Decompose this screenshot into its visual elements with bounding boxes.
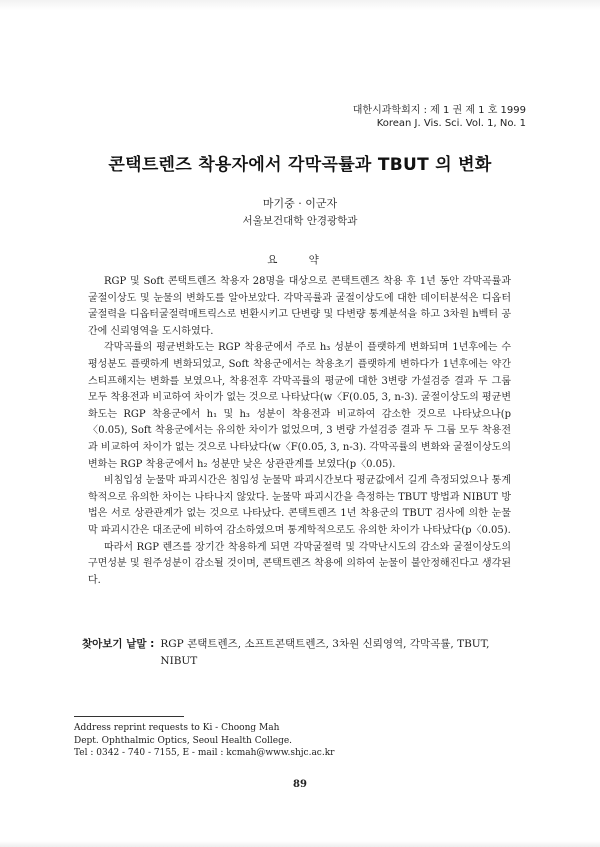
abstract-body xyxy=(88,274,511,589)
abstract-heading: 요 약 xyxy=(267,254,333,266)
journal-header xyxy=(353,104,526,130)
paper-authors: 마기중 · 이군자 xyxy=(262,197,338,210)
footnote-divider xyxy=(74,716,184,717)
keywords-list: RGP 콘택트렌즈, 소프트콘택트렌즈, 3차원 신뢰영역, 각막곡률, TBUT, NIBUT xyxy=(160,638,490,667)
abstract-paragraph: 따라서 RGP 렌즈를 장기간 착용하게 되면 각막굴절력 및 각막난시도의 감소와 굴절이상도의 구면성분 및 원주성분이 감소될 것이며, 콘택트렌즈 착용에 의하여 눈물이 불안정해진다고 생각된다. xyxy=(88,541,511,586)
abstract-paragraph: 각막곡률의 평균변화도는 RGP 착용군에서 주로 h₃ 성분이 플랫하게 변화되며 1년후에는 수평성분도 플랫하게 변화되었고, Soft 착용군에서는 착용초기 플랫하게 변하다가 1년후에는 약간 스티프해지는 변화를 보였으나, 착용전후 각막곡률의 평균에 대한 3변량 가설검증 결과 두 그룹 모두 착용전과 비교하여 차이가 없는 것으로 나타났다(w〈F(0.05, 3, n-3). 굴절이상도의 평균변화도는 RGP 착용군에서 h₁ 및 h₃ 성분이 착용전과 비교하여 감소한 것으로 나타났으나(p〈0.05), Soft 착용군에서는 유의한 차이가 없었으며, 3 변량 가설검증 결과 두 그룹 모두 착용전과 비교하여 차이가 없는 것으로 나타났다(w〈F(0.05, 3, n-3). 각막곡률의 변화와 굴절이상도의 변화는 RGP 착용군에서 h₂ 성분만 낮은 상관관계를 보였다(p〈0.05). xyxy=(88,342,511,470)
scan-edge-top xyxy=(0,0,600,10)
footnote-contact: Tel : 0342 - 740 - 7155, E - mail : kcmah@www.shjc.ac.kr xyxy=(74,748,335,758)
footnote-reprint: Address reprint requests to Ki - Choong Mah xyxy=(74,723,280,733)
journal-citation-english: Korean J. Vis. Sci. Vol. 1, No. 1 xyxy=(376,118,526,129)
keywords-label: 찾아보기 낱말 : xyxy=(82,638,155,650)
paper-title: 콘택트렌즈 착용자에서 각막곡률과 TBUT 의 변화 xyxy=(108,155,492,175)
abstract-paragraph: RGP 및 Soft 콘택트렌즈 착용자 28명을 대상으로 콘택트렌즈 착용 후 1년 동안 각막곡률과 굴절이상도 및 눈물의 변화도를 알아보았다. 각막곡률과 굴절이상도에 대한 데이터분석은 디옵터굴절력을 디옵터굴절력매트릭스로 변환시키고 단변량 및 다변량 통계분석을 하고 3차원 h벡터 공간에 신뢰영역을 도시하였다. xyxy=(88,276,511,337)
footnote xyxy=(74,722,474,760)
abstract-paragraph: 비침입성 눈물막 파괴시간은 침입성 눈물막 파괴시간보다 평균값에서 길게 측정되었으나 통계학적으로 유의한 차이는 나타나지 않았다. 눈물막 파괴시간을 측정하는 TBUT 방법과 NIBUT 방법은 서로 상관관계가 없는 것으로 나타났다. 콘택트렌즈 1년 착용군의 TBUT 검사에 의한 눈물막 파괴시간은 대조군에 비하여 감소하였으며 통계학적으로도 유의한 차이가 나타났다(p〈0.05). xyxy=(88,475,511,536)
journal-citation-korean: 대한시과학회지 : 제 1 권 제 1 호 1999 xyxy=(352,105,526,116)
footnote-department: Dept. Ophthalmic Optics, Seoul Health College. xyxy=(74,735,293,746)
scan-edge-bottom xyxy=(0,841,600,847)
keywords xyxy=(82,636,522,670)
author-affiliation: 서울보건대학 안경광학과 xyxy=(242,215,358,227)
page-number: 89 xyxy=(293,779,307,790)
